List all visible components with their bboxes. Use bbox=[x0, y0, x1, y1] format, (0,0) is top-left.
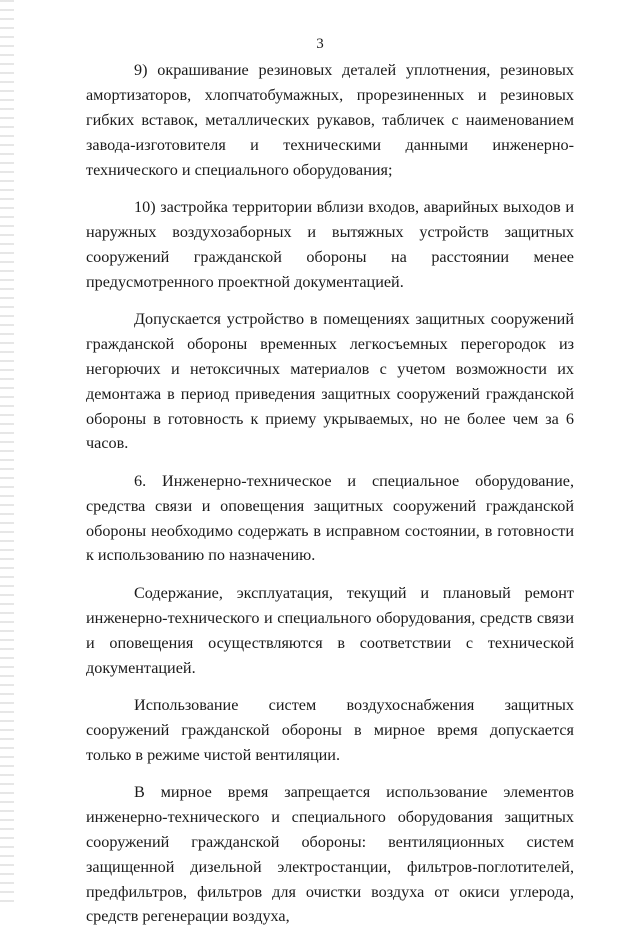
paragraph-maintenance: Содержание, эксплуатация, текущий и плановый ремонт инженерно-технического и специального оборудования, средств связи и оповещения осуществляются в соответствии с технической документацией. bbox=[86, 583, 574, 677]
paragraph-item-9: 9) окрашивание резиновых деталей уплотнения, резиновых амортизаторов, хлопчатобумажных, прорезиненных и резиновых гибких вставок, металлических рукавов, табличек с наименованием завода-изготовителя и техническими данными инженерно-технического и специального оборудования; bbox=[86, 61, 574, 179]
scan-binding-edge bbox=[0, 0, 14, 905]
paragraph-ventilation: Использование систем воздухоснабжения защитных сооружений гражданской обороны в мирное время допускается только в режиме чистой вентиляции. bbox=[86, 695, 574, 764]
paragraph-partitions: Допускается устройство в помещениях защитных сооружений гражданской обороны временных легкосъемных перегородок из негорючих и нетоксичных материалов с учетом возможности их демонтажа в период приведения защитных сооружений гражданской обороны в готовность к приему укрываемых, но не более чем за 6 часов. bbox=[86, 309, 574, 453]
page-number: 3 bbox=[316, 36, 324, 52]
paragraph-section-6: 6. Инженерно-техническое и специальное оборудование, средства связи и оповещения защитных сооружений гражданской обороны необходимо содержать в исправном состоянии, в готовности к использованию по назначению. bbox=[86, 471, 574, 565]
paragraph-peacetime-ban: В мирное время запрещается использование элементов инженерно-технического и специального оборудования защитных сооружений гражданской обороны: вентиляционных систем защищенной дизельной электростанции, фильтров-поглотителей, предфильтров, фильтров для очистки воздуха от окиси углерода, средств регенерации воздуха, bbox=[86, 782, 574, 926]
body-text bbox=[86, 58, 574, 929]
paragraph-item-10: 10) застройка территории вблизи входов, аварийных выходов и наружных воздухозаборных и вытяжных устройств защитных сооружений гражданской обороны на расстоянии менее предусмотренного проектной документацией. bbox=[86, 197, 574, 291]
